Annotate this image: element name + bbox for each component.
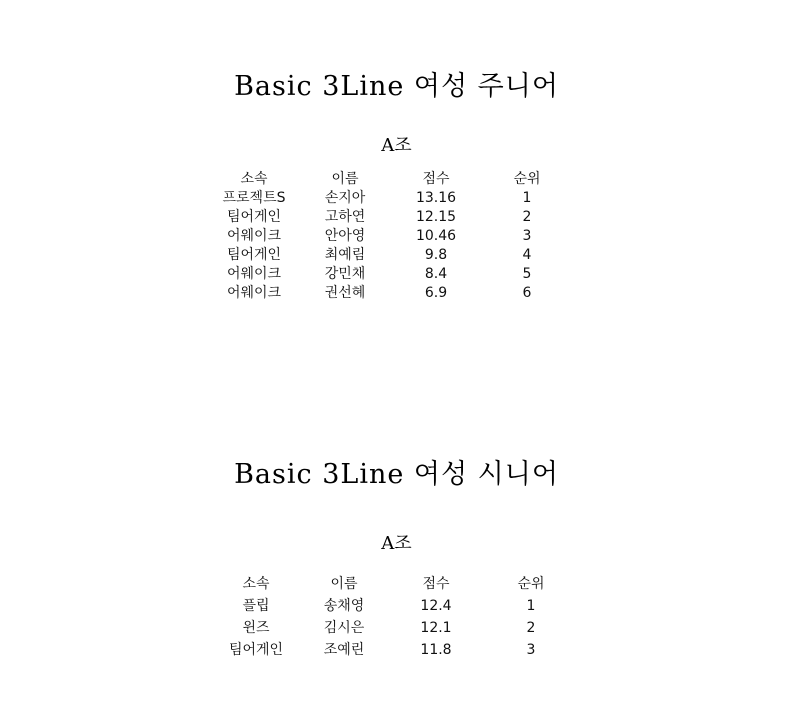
header-affiliation: 소속: [240, 171, 268, 187]
table-row: [0, 641, 793, 663]
header-rank: 순위: [513, 171, 541, 187]
cell-name: 권선혜: [324, 285, 366, 301]
cell-affiliation: 팀어게인: [228, 642, 284, 658]
cell-name: 조예린: [323, 642, 365, 658]
cell-rank: 6: [522, 285, 532, 301]
cell-rank: 3: [526, 642, 536, 658]
cell-affiliation: 팀어게인: [226, 209, 282, 225]
group-title-senior-a: A조: [381, 533, 412, 554]
cell-affiliation: 어웨이크: [226, 285, 282, 301]
cell-affiliation: 팀어게인: [226, 247, 282, 263]
table-row: [0, 619, 793, 641]
cell-score: 8.4: [424, 266, 448, 282]
cell-score: 6.9: [424, 285, 448, 301]
cell-affiliation: 프로젝트S: [222, 190, 286, 206]
cell-score: 10.46: [415, 228, 457, 244]
cell-rank: 1: [526, 598, 536, 614]
results-table-senior: [0, 575, 793, 663]
cell-rank: 2: [526, 620, 536, 636]
cell-score: 13.16: [415, 190, 457, 206]
cell-name: 고하연: [324, 209, 366, 225]
cell-affiliation: 윈즈: [242, 620, 270, 636]
cell-rank: 5: [522, 266, 532, 282]
section-title-senior: Basic 3Line 여성 시니어: [234, 459, 559, 490]
cell-rank: 4: [522, 247, 532, 263]
table-header-row: [0, 170, 793, 189]
cell-affiliation: 어웨이크: [226, 266, 282, 282]
header-rank: 순위: [517, 576, 545, 592]
results-table-junior: [0, 170, 793, 303]
cell-rank: 1: [522, 190, 532, 206]
header-name: 이름: [330, 576, 358, 592]
cell-score: 12.15: [415, 209, 457, 225]
header-affiliation: 소속: [242, 576, 270, 592]
table-header-row: [0, 575, 793, 597]
table-row: [0, 246, 793, 265]
cell-affiliation: 플립: [242, 598, 270, 614]
table-row: [0, 227, 793, 246]
section-title-junior: Basic 3Line 여성 주니어: [234, 71, 559, 102]
table-row: [0, 189, 793, 208]
cell-rank: 2: [522, 209, 532, 225]
table-row: [0, 597, 793, 619]
group-title-junior-a: A조: [381, 135, 412, 156]
cell-score: 9.8: [424, 247, 448, 263]
table-row: [0, 208, 793, 227]
cell-name: 강민채: [324, 266, 366, 282]
cell-name: 최예림: [324, 247, 366, 263]
header-score: 점수: [422, 171, 450, 187]
table-row: [0, 265, 793, 284]
cell-name: 안아영: [324, 228, 366, 244]
header-score: 점수: [422, 576, 450, 592]
header-name: 이름: [331, 171, 359, 187]
cell-name: 손지아: [324, 190, 366, 206]
table-row: [0, 284, 793, 303]
cell-score: 12.4: [420, 598, 452, 614]
cell-score: 12.1: [420, 620, 452, 636]
cell-score: 11.8: [420, 642, 452, 658]
cell-rank: 3: [522, 228, 532, 244]
cell-name: 송채영: [323, 598, 365, 614]
cell-name: 김시은: [323, 620, 365, 636]
cell-affiliation: 어웨이크: [226, 228, 282, 244]
